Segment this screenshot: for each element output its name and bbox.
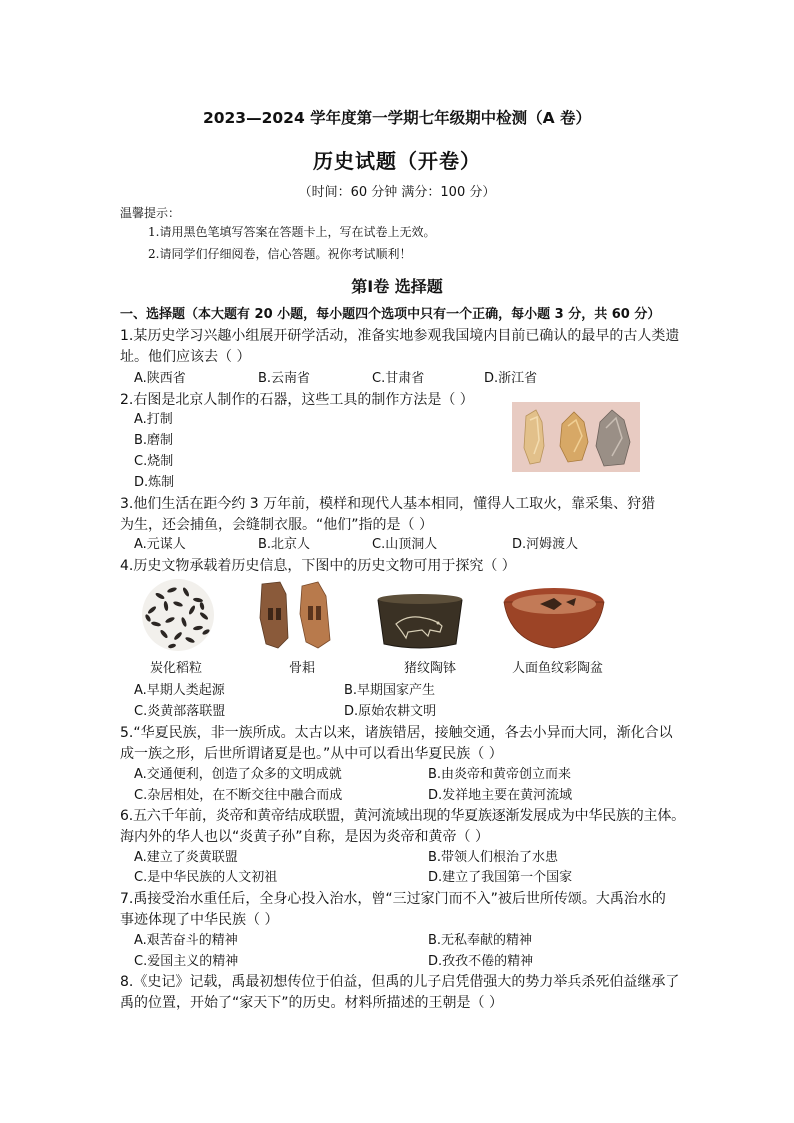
artifact-caption: 炭化稻粒 [150,661,203,676]
question-stem: 5.“华夏民族，非一族所成。太古以来，诸族错居，接触交通，各去小异而大同，渐化合以 [120,725,673,741]
artifact-caption: 骨耜 [289,661,316,676]
option: C.爱国主义的精神 [134,954,239,969]
option: A.打制 [134,412,173,427]
artifact-caption: 猪纹陶钵 [404,661,457,676]
tip-line: 1.请用黑色笔填写答案在答题卡上，写在试卷上无效。 [148,225,436,239]
question-stem: 2.右图是北京人制作的石器，这些工具的制作方法是（ ） [120,392,474,408]
pig-pattern-bowl-image [374,590,466,652]
human-face-fish-basin-image [500,584,608,652]
artifact-caption: 人面鱼纹彩陶盆 [512,661,604,676]
option: D.原始农耕文明 [344,704,437,719]
carbonized-rice-image [140,578,216,652]
question-stem: 成一族之形，后世所谓诸夏是也。”从中可以看出华夏民族（ ） [120,746,503,762]
option: D.浙江省 [484,371,538,386]
option: C.烧制 [134,454,174,469]
option: D.孜孜不倦的精神 [428,954,534,969]
option: B.由炎帝和黄帝创立而来 [428,767,572,782]
question-stem: 为生，还会捕鱼，会缝制衣服。“他们”指的是（ ） [120,517,433,533]
option: C.炎黄部落联盟 [134,704,226,719]
question-stem: 7.禹接受治水重任后，全身心投入治水，曾“三过家门而不入”被后世所传颂。大禹治水的 [120,891,666,907]
time-score: （时间：60 分钟 满分：100 分） [298,185,496,200]
option: D.建立了我国第一个国家 [428,870,573,885]
option: C.是中华民族的人文初祖 [134,870,278,885]
question-stem: 4.历史文物承载着历史信息，下图中的历史文物可用于探究（ ） [120,558,516,574]
section-title: 第Ⅰ卷 选择题 [351,277,443,296]
tip-line: 2.请同学们仔细阅卷，信心答题。祝你考试顺利！ [148,247,412,261]
option: A.陕西省 [134,371,186,386]
question-stem: 1.某历史学习兴趣小组展开研学活动，准备实地参观我国境内目前已确认的最早的古人类遗 [120,328,680,344]
option: B.磨制 [134,433,174,448]
bone-spade-image [256,578,336,652]
option: B.无私奉献的精神 [428,933,533,948]
question-stem: 事迹体现了中华民族（ ） [120,912,279,928]
option: D.河姆渡人 [512,537,579,552]
option: A.元谋人 [134,537,186,552]
question-stem: 3.他们生活在距今约 3 万年前，模样和现代人基本相同，懂得人工取火，靠采集、狩猎 [120,496,656,512]
question-stem: 8.《史记》记载，禹最初想传位于伯益，但禹的儿子启凭借强大的势力举兵杀死伯益继承了 [120,974,680,990]
stone-tools-image [512,402,640,472]
option: A.建立了炎黄联盟 [134,850,238,865]
option: A.艰苦奋斗的精神 [134,933,238,948]
option: B.北京人 [258,537,311,552]
tips-label: 温馨提示： [120,206,181,220]
subject-title: 历史试题（开卷） [313,149,481,173]
option: A.交通便利，创造了众多的文明成就 [134,767,342,782]
option: A.早期人类起源 [134,683,225,698]
question-stem: 禹的位置，开始了“家天下”的历史。材料所描述的王朝是（ ） [120,995,503,1011]
question-stem: 址。他们应该去（ ） [120,349,251,365]
question-stem: 6.五六千年前，炎帝和黄帝结成联盟，黄河流域出现的华夏族逐渐发展成为中华民族的主体。 [120,808,685,824]
option: B.早期国家产生 [344,683,436,698]
option: C.杂居相处，在不断交往中融合而成 [134,788,343,803]
option: B.云南省 [258,371,311,386]
option: D.发祥地主要在黄河流域 [428,788,573,803]
option: C.甘肃省 [372,371,425,386]
exam-title: 2023—2024 学年度第一学期七年级期中检测（A 卷） [202,109,592,127]
question-stem: 海内外的华人也以“炎黄子孙”自称，是因为炎帝和黄帝（ ） [120,829,489,845]
option: D.炼制 [134,475,175,490]
section-instruction: 一、选择题（本大题有 20 小题，每小题四个选项中只有一个正确，每小题 3 分，共 60 分） [120,307,661,322]
option: B.带领人们根治了水患 [428,850,559,865]
option: C.山顶洞人 [372,537,438,552]
